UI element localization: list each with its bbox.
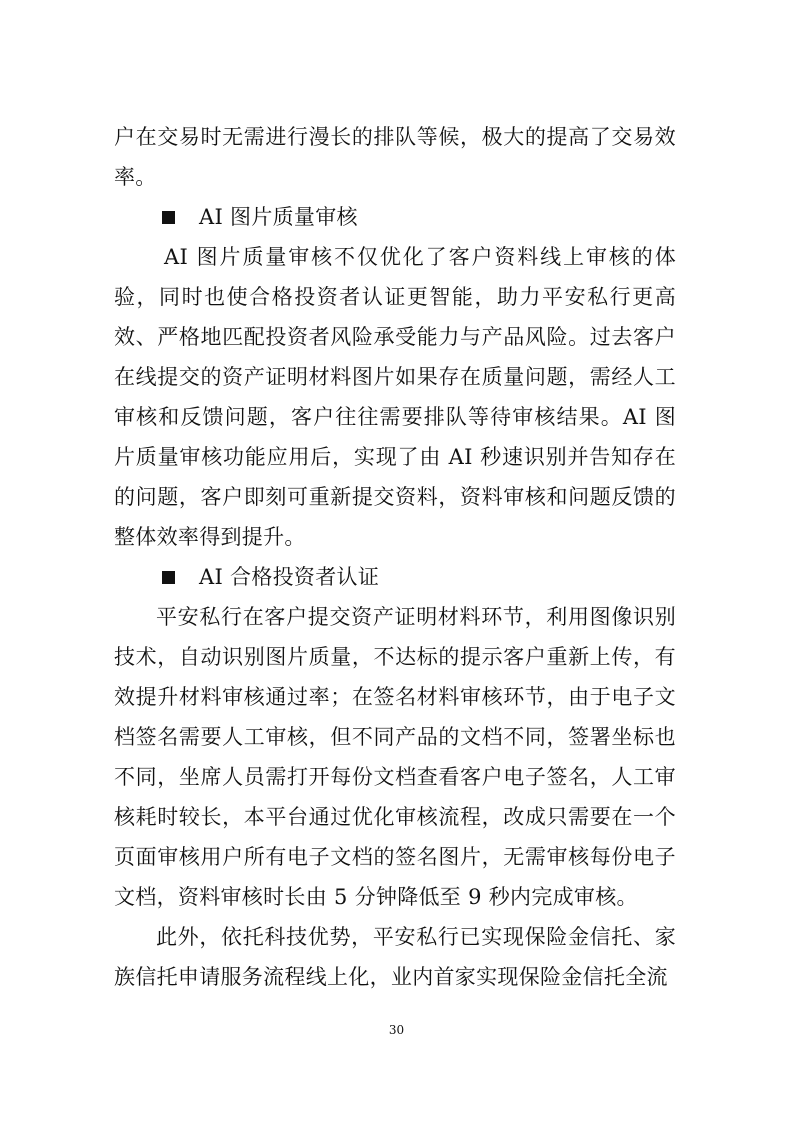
section-heading-qualified-investor [114,557,676,597]
square-bullet-icon [162,571,175,584]
section-heading-image-quality [114,197,676,237]
section-heading-text: AI 图片质量审核 [199,205,358,229]
section-heading-text: AI 合格投资者认证 [199,565,380,589]
paragraph-qualified-investor: 平安私行在客户提交资产证明材料环节，利用图像识别技术，自动识别图片质量，不达标的提示客户重新上传，有效提升材料审核通过率；在签名材料审核环节，由于电子文档签名需要人工审核，但不同产品的文档不同，签署坐标也不同，坐席人员需打开每份文档查看客户电子签名，人工审核耗时较长，本平台通过优化审核流程，改成只需要在一个页面审核用户所有电子文档的签名图片，无需审核每份电子文档，资料审核时长由 5 分钟降低至 9 秒内完成审核。 [114,605,676,909]
paragraph-image-quality: AI 图片质量审核不仅优化了客户资料线上审核的体验，同时也使合格投资者认证更智能，助力平安私行更高效、严格地匹配投资者风险承受能力与产品风险。过去客户在线提交的资产证明材料图片如果存在质量问题，需经人工审核和反馈问题，客户往往需要排队等待审核结果。AI 图片质量审核功能应用后，实现了由 AI 秒速识别并告知存在的问题，客户即刻可重新提交资料，资料审核和问题反馈的整体效率得到提升。 [114,245,676,549]
paragraph-closing: 此外，依托科技优势，平安私行已实现保险金信托、家族信托申请服务流程线上化，业内首家实现保险金信托全流 [114,925,676,989]
body-text [114,117,676,997]
paragraph-intro: 户在交易时无需进行漫长的排队等候，极大的提高了交易效率。 [114,125,676,189]
page-number: 30 [388,1023,405,1037]
square-bullet-icon [162,211,175,224]
